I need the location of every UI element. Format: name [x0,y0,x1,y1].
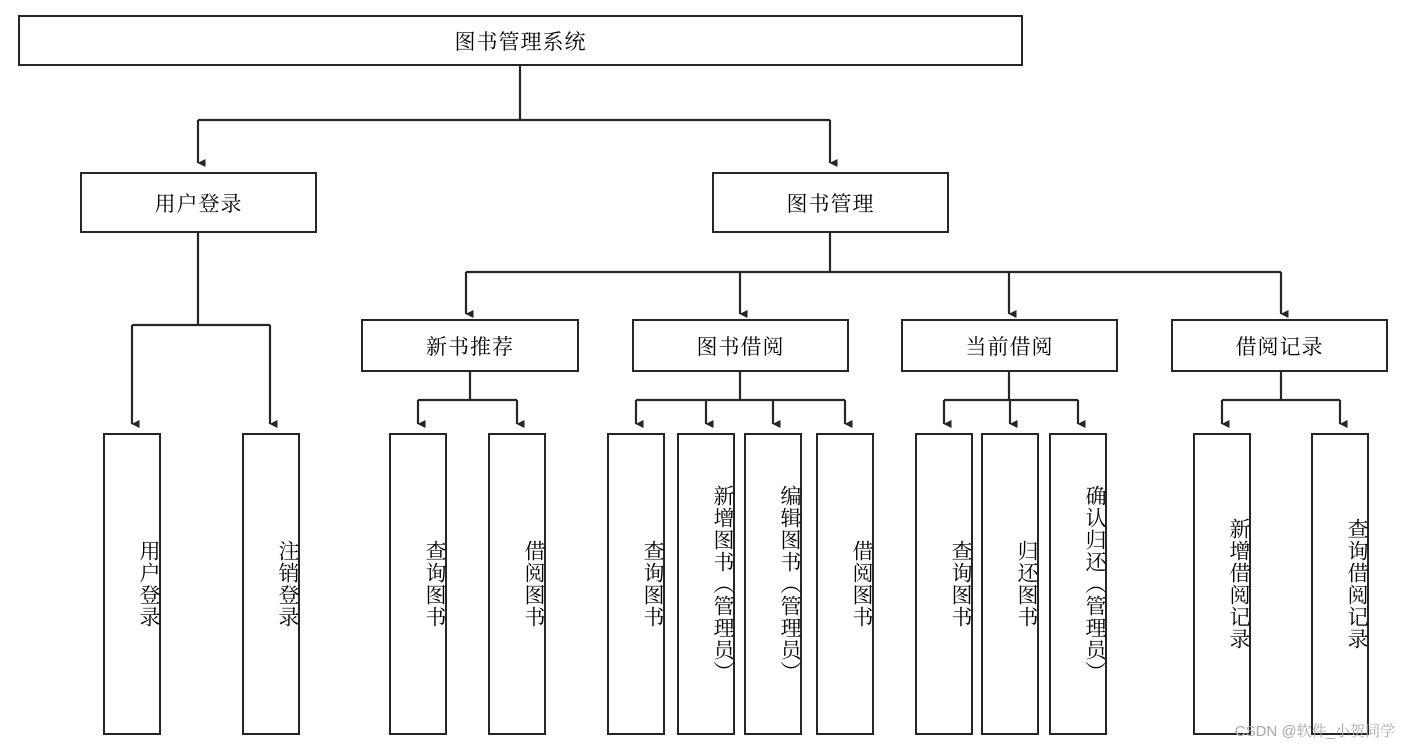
node-label: 图书借阅 [696,335,785,359]
node-label: 借阅记录 [1235,335,1324,359]
node-label: 注销登录 [276,540,299,628]
node-label: 新增借阅记录 [1227,518,1250,650]
node-leaf-borrow-book-recommend[interactable] [488,433,546,735]
node-leaf-query-book-borrow[interactable] [607,433,665,735]
node-label: 借阅图书 [850,540,873,628]
node-leaf-confirm-return[interactable] [1049,433,1107,735]
node-label: 查询图书 [949,540,972,628]
node-label: 编辑图书（管理员） [778,485,801,683]
node-root[interactable] [18,15,1023,66]
watermark: CSDN @软件_小贺同学 [1234,723,1395,740]
node-leaf-query-borrow-record[interactable] [1311,433,1369,735]
node-user-login[interactable] [80,172,317,233]
node-leaf-add-book[interactable] [677,433,735,735]
node-label: 查询图书 [641,540,664,628]
node-leaf-query-book-current[interactable] [915,433,973,735]
node-label: 图书管理系统 [454,30,587,54]
node-label: 借阅图书 [522,540,545,628]
node-current-borrow[interactable] [901,319,1118,372]
node-label: 当前借阅 [965,335,1054,359]
node-label: 确认归还（管理员） [1083,485,1106,683]
node-new-book-recommend[interactable] [361,319,579,372]
node-label: 新书推荐 [426,335,514,359]
node-label: 图书管理 [786,192,875,216]
node-leaf-logout[interactable] [242,433,300,735]
node-leaf-return-book[interactable] [981,433,1039,735]
node-label: 用户登录 [137,540,160,628]
node-label: 用户登录 [154,192,243,216]
node-label: 新增图书（管理员） [711,485,734,683]
node-leaf-user-login[interactable] [103,433,161,735]
node-leaf-borrow-book[interactable] [816,433,874,735]
node-book-management[interactable] [712,172,949,233]
node-book-borrow[interactable] [632,319,849,372]
node-leaf-edit-book[interactable] [744,433,802,735]
node-label: 查询图书 [423,540,446,628]
node-borrow-records[interactable] [1171,319,1388,372]
node-leaf-add-borrow-record[interactable] [1193,433,1251,735]
node-label: 查询借阅记录 [1345,518,1368,650]
node-label: 归还图书 [1015,540,1038,628]
node-leaf-query-book-recommend[interactable] [389,433,447,735]
